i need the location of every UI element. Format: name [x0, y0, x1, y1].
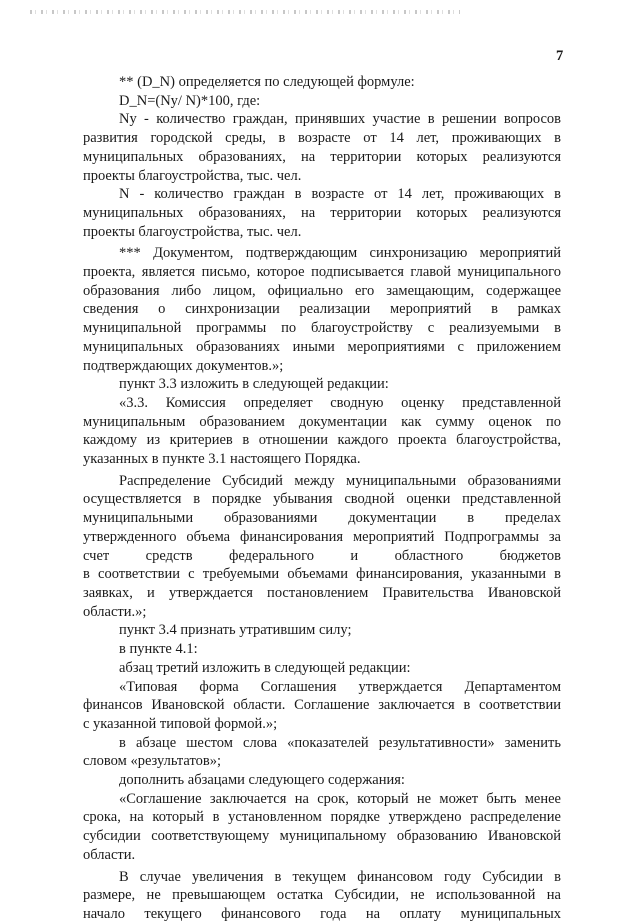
text-line: начало текущего финансового года на оплату муниципальных: [83, 905, 561, 922]
text-line: образования либо лицом, официально его замещающим, содержащее: [83, 282, 561, 299]
text-line: «3.3. Комиссия определяет сводную оценку представленной: [119, 394, 561, 411]
text-line: осуществляется в порядке убывания сводной оценки представленной: [83, 491, 561, 508]
text-line: в соответствии с требуемыми объемами финансирования, указанными в: [83, 566, 561, 583]
text-line: пункт 3.3 изложить в следующей редакции:: [119, 376, 389, 393]
text-line: Ny - количество граждан, принявших участие в решении вопросов: [119, 111, 561, 128]
text-line: Распределение Субсидий между муниципальными образованиями: [119, 472, 561, 489]
text-line: области.: [83, 846, 136, 863]
text-line: пункт 3.4 признать утратившим силу;: [119, 622, 352, 639]
text-line: утвержденного объема финансирования мероприятий Подпрограммы за: [83, 528, 561, 545]
text-line: в абзаце шестом слова «показателей результативности» заменить: [119, 734, 561, 751]
text-line: субсидии соответствующему муниципальному образованию Ивановской: [83, 828, 561, 845]
text-line: проекты благоустройства, тыс. чел.: [83, 167, 302, 184]
text-line: развития городской среды, в возрасте от 14 лет, проживающих в: [83, 130, 561, 147]
text-line: с указанной типовой формой.»;: [83, 715, 278, 732]
text-line: «Соглашение заключается на срок, который не может быть менее: [119, 790, 561, 807]
text-line: «Типовая форма Соглашения утверждается Департаментом: [119, 678, 561, 695]
text-line: муниципальными образованиями документации в пределах: [83, 510, 561, 527]
scan-artifact: [30, 10, 460, 14]
text-line: *** Документом, подтверждающим синхронизацию мероприятий: [119, 245, 561, 262]
text-line: срока, на который в установленном порядке утверждено распределение: [83, 809, 561, 826]
text-line: В случае увеличения в текущем финансовом году Субсидии в: [119, 868, 561, 885]
text-line: муниципальным образованием документации как сумму оценок по: [83, 413, 561, 430]
text-line: заявках, и утверждается постановлением Правительства Ивановской: [83, 584, 561, 601]
text-line: указанных в пункте 3.1 настоящего Порядка.: [83, 451, 361, 468]
text-line: проекта, является письмо, которое подписывается главой муниципального: [83, 264, 561, 281]
text-line: дополнить абзацами следующего содержания:: [119, 772, 405, 789]
text-line: размере, не превышающем остатка Субсидии, не использованной на: [83, 887, 561, 904]
page-number: 7: [556, 48, 564, 64]
text-line: D_N=(Ny/ N)*100, где:: [119, 92, 261, 109]
text-line: счет средств федерального и областного бюджетов: [83, 547, 561, 564]
text-line: абзац третий изложить в следующей редакции:: [119, 659, 411, 676]
text-line: муниципальных образованиях, на территории которых реализуются: [83, 204, 561, 221]
text-line: подтверждающих документов.»;: [83, 357, 284, 374]
text-line: области.»;: [83, 603, 147, 620]
text-line: муниципальных образованиях, на территории которых реализуются: [83, 148, 561, 165]
text-line: словом «результатов»;: [83, 753, 221, 770]
text-line: каждому из критериев в отношении каждого проекта благоустройства,: [83, 432, 561, 449]
text-line: сведения о синхронизации реализации мероприятий в рамках: [83, 301, 561, 318]
text-line: муниципальных образованиях иными мероприятиями с приложением: [83, 338, 561, 355]
text-line: в пункте 4.1:: [119, 641, 198, 658]
text-line: муниципальной программы по благоустройству с реализуемыми в: [83, 320, 561, 337]
document-body: [83, 73, 561, 924]
text-line: ** (D_N) определяется по следующей формуле:: [119, 74, 415, 90]
text-line: финансов Ивановской области. Соглашение заключается в соответствии: [83, 697, 561, 714]
text-line: N - количество граждан в возрасте от 14 лет, проживающих в: [119, 186, 561, 203]
text-line: проекты благоустройства, тыс. чел.: [83, 223, 302, 240]
